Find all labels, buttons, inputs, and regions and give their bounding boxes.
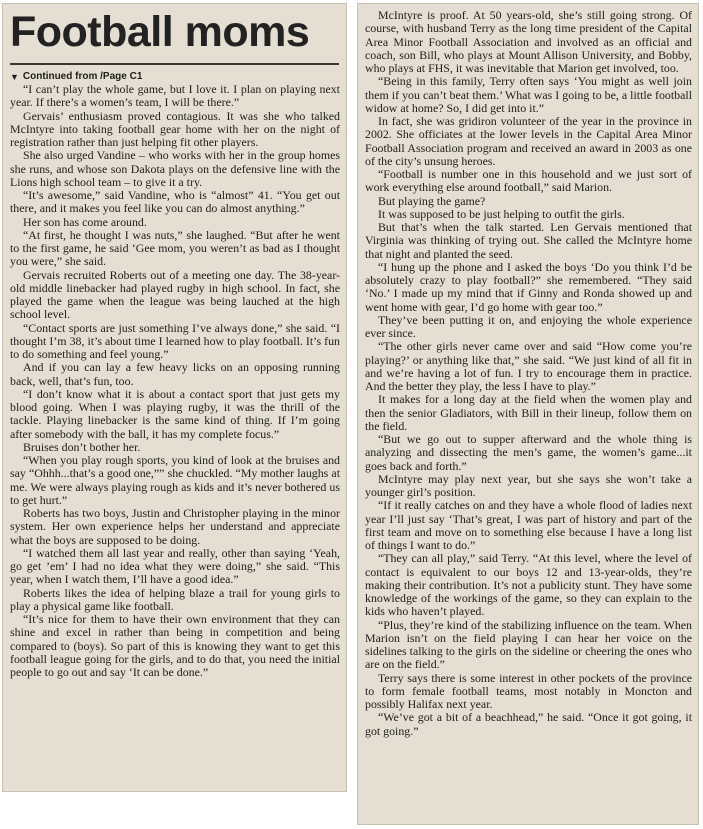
article-column-left — [2, 83, 347, 679]
article-paragraph: “Plus, they’re kind of the stabilizing influence on the team. When Marion isn’t on the field playing I can hear her voice on the sidelines talking to the girls on the sideline or cheering the ones who are on the field.” — [365, 617, 692, 672]
article-paragraph: And if you can lay a few heavy licks on an opposing running back, well, that’s fun, too. — [10, 360, 340, 388]
article-clipping-left — [2, 3, 347, 792]
article-paragraph: Roberts has two boys, Justin and Christopher playing in the minor system. Her own experience helps her understand and appreciate what the boys are supposed to be doing. — [10, 506, 340, 547]
triangle-down-icon: ▼ — [10, 71, 19, 82]
article-paragraph: “Football is number one in this household and we just sort of work everything else around football,” said Marion. — [365, 167, 692, 195]
article-paragraph: In fact, she was gridiron volunteer of the year in the province in 2002. She officiates at the lower levels in the Capital Area Minor Football Association program and received an award in 2003 as one of the city’s unsung heroes. — [365, 114, 692, 168]
article-paragraph: “I watched them all last year and really, other than saying ‘Yeah, go get ’em’ I had no idea what they were doing,” she said. “This year, when I watch them, I’ll have a good idea.” — [10, 545, 340, 587]
article-clipping-right — [357, 3, 699, 825]
article-paragraph: “But we go out to supper afterward and the whole thing is analyzing and dissecting the men’s game, the women’s game...it goes back and forth.” — [365, 432, 692, 473]
article-paragraph: “If it really catches on and they have a whole flood of ladies next year I’ll just say ‘That’s great, I was part of history and part of the first team and move on to something else because I have a long list of things I want to do.” — [365, 498, 692, 552]
article-paragraph: But that’s when the talk started. Len Gervais mentioned that Virginia was thinking of trying out. She called the McIntyre home that night and planted the seed. — [365, 220, 692, 261]
article-paragraph: Roberts likes the idea of helping blaze a trail for young girls to play a physical game like football. — [10, 585, 340, 613]
article-paragraph: “We’ve got a bit of a beachhead,” he said. “Once it got going, it got going.” — [365, 710, 692, 738]
article-paragraph: Gervais’ enthusiasm proved contagious. It was she who talked McIntyre into taking football gear home with her on the night of registration rather than just helping fit other players. — [10, 108, 340, 149]
article-paragraph: Bruises don’t bother her. — [23, 439, 141, 454]
article-paragraph: “Contact sports are just something I’ve always done,” she said. “I thought I’m 38, it’s about time I learned how to play football. It’s fun to do something and feel young.” — [10, 320, 340, 361]
article-paragraph: Terry says there is some interest in other pockets of the province to form female football teams, most notably in Moncton and possibly Halifax next year. — [365, 670, 692, 711]
article-paragraph: Gervais recruited Roberts out of a meeting one day. The 38-year-old middle linebacker had played rugby in high school. In fact, she played the game when the league was being lauched at the high school level. — [10, 267, 340, 322]
headline-rule — [10, 63, 339, 65]
article-paragraph: “I don’t know what it is about a contact sport that just gets my blood going. When I was playing rugby, it was the thrill of the tackle. Playing linebacker is the same kind of thing. If I’m going after somebody with the ball, it has my complete focus.” — [10, 386, 340, 441]
article-paragraph: She also urged Vandine – who works with her in the group homes she runs, and whose son Dakota plays on the defensive line with the Lions high school team – to give it a try. — [10, 148, 340, 189]
article-paragraph: They’ve been putting it on, and enjoying the whole experience ever since. — [365, 312, 692, 340]
headline: Football moms — [10, 8, 310, 56]
article-paragraph: McIntyre is proof. At 50 years-old, she’s still going strong. Of course, with husband Terry as the long time president of the Capital Area Minor Football Association and involved as an official and coach, son Bill, who plays at Mount Allison University, and Bobby, who plays at FHS, it was inevitable that Marion get involved, too. — [365, 8, 692, 75]
article-paragraph: “It’s nice for them to have their own environment that they can shine and excel in rather than being in competition and being compared to (boys). So part of this is knowing they want to get this football league going for the girls, and to do that, you need the initial people to go out and say ‘It can be done.” — [10, 612, 340, 679]
article-paragraph: “I can’t play the whole game, but I love it. I plan on playing next year. If there’s a women’s team, I will be there.” — [10, 82, 340, 110]
article-paragraph: “It’s awesome,” said Vandine, who is “almost” 41. “You get out there, and it makes you feel like you can do almost anything.” — [10, 188, 340, 216]
article-paragraph: It makes for a long day at the field when the women play and then the senior Gladiators, with Bill in their lineup, follow them on the field. — [365, 392, 692, 433]
article-paragraph: “When you play rough sports, you kind of look at the bruises and say “Ohhh...that’s a good one,”” she chuckled. “My mother laughs at me. We were always playing rough as kids and it’s never bothered us to get hurt.” — [10, 453, 340, 507]
article-paragraph: But playing the game? — [378, 193, 486, 208]
article-paragraph: “I hung up the phone and I asked the boys ‘Do you think I’d be absolutely crazy to play football?” she remembered. “They said ‘No.’ I made up my mind that if Ginny and Ronda showed up and went home with gear, I’d go home with gear too.” — [365, 259, 692, 314]
article-paragraph: “The other girls never came over and said “How come you’re playing?’ or anything like that,” she said. “We just kind of all fit in and we’re having a lot of fun. I try to encourage them in practice. And the better they play, the less I have to play.” — [365, 339, 692, 393]
article-paragraph: It was supposed to be just helping to outfit the girls. — [378, 206, 625, 221]
article-paragraph: Her son has come around. — [23, 214, 147, 229]
article-paragraph: McIntyre may play next year, but she says she won’t take a younger girl’s position. — [365, 471, 692, 499]
article-column-right — [357, 3, 699, 738]
article-paragraph: “Being in this family, Terry often says ‘You might as well join them if you can’t beat them.’ What was I going to be, a little football widow at home? So, I did get into it.” — [365, 74, 692, 115]
article-paragraph: “They can all play,” said Terry. “At this level, where the level of contact is equivalent to our boys 12 and 13-year-olds, they’re making their contribution. It’s not a publicity stunt. They have some knowledge of the workings of the game, so they can explain to the kids who haven’t played. — [365, 551, 692, 619]
continued-from-line — [10, 71, 339, 82]
continued-from-label: Continued from /Page C1 — [22, 71, 143, 82]
article-paragraph: “At first, he thought I was nuts,” she laughed. “But after he went to the first game, he said ‘Gee mom, you weren’t as bad as I thought you were,” she said. — [10, 227, 340, 269]
